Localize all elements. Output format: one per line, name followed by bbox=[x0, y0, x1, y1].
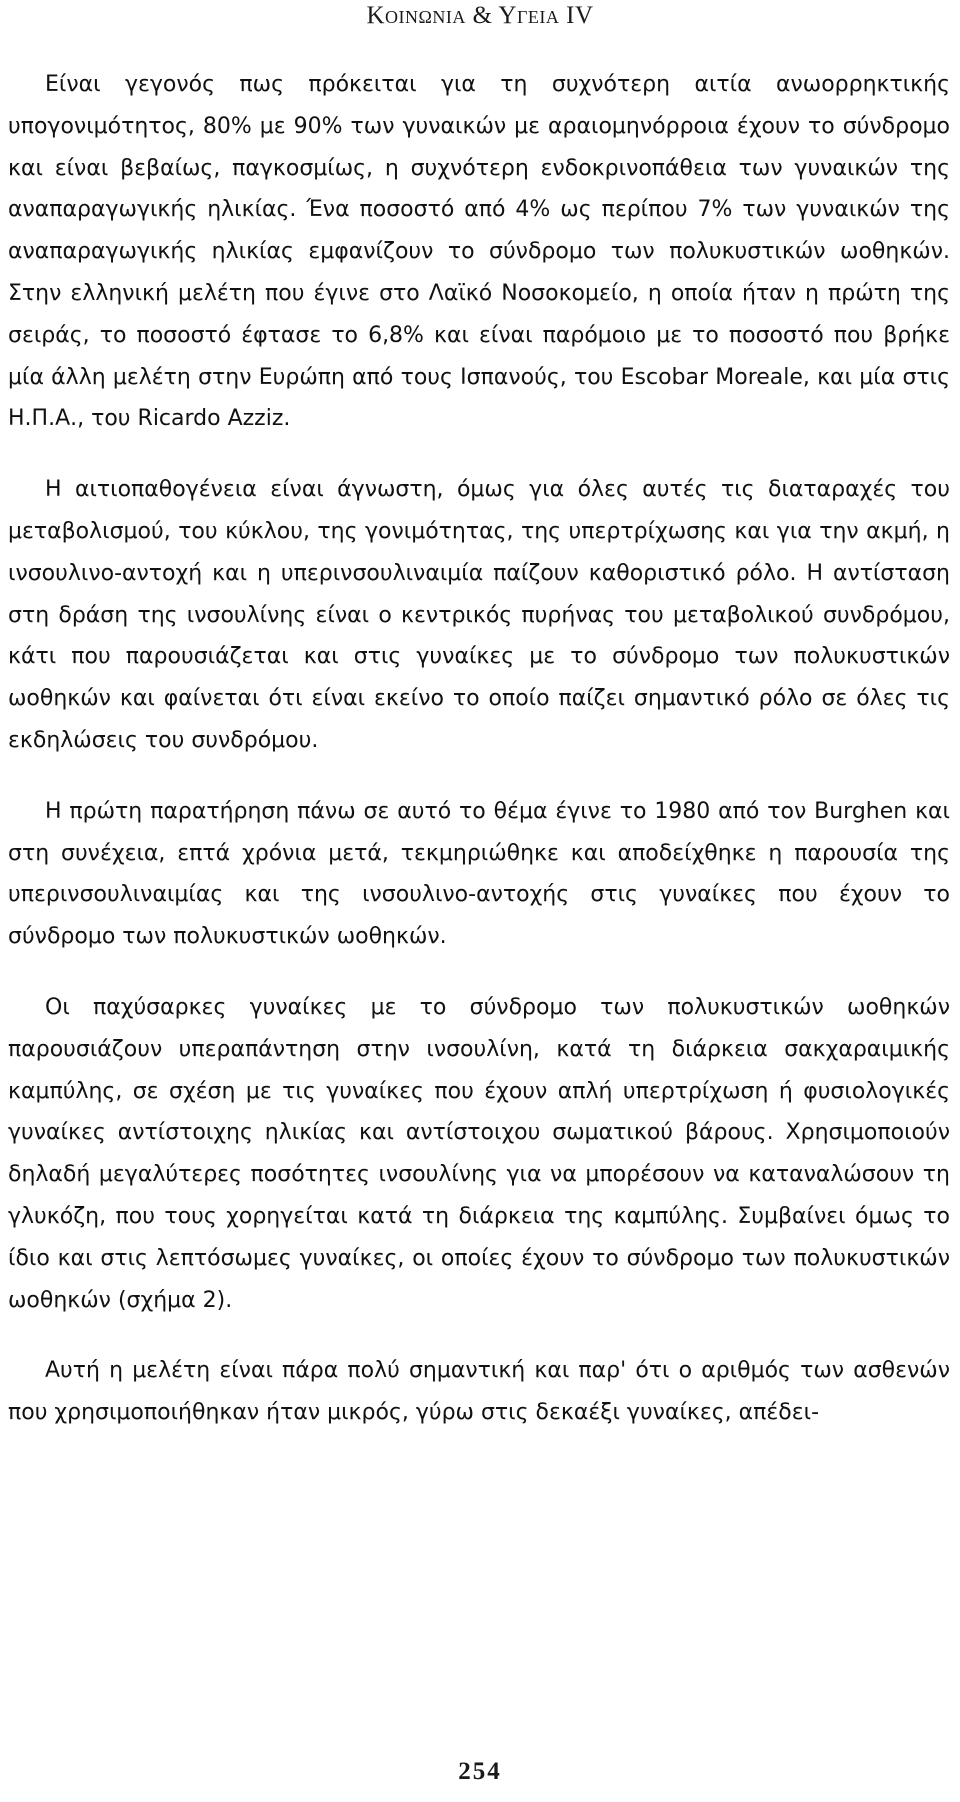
paragraph: Η αιτιοπαθογένεια είναι άγνωστη, όμως για όλες αυτές τις διαταραχές του μεταβολισμού, του κύκλου, της γονιμότητας, της υπερτρίχωσης και για την ακμή, η ινσουλινο-αντοχή και η υπερινσουλιναιμία παίζουν καθοριστικό ρόλο. Η αντίσταση στη δράση της ινσουλίνης είναι ο κεντρικός πυρήνας του μεταβολικού συνδρόμου, κάτι που παρουσιάζεται και στις γυναίκες με το σύνδρομο των πολυκυστικών ωοθηκών και φαίνεται ότι είναι εκείνο το οποίο παίζει σημαντικό ρόλο σε όλες τις εκδηλώσεις του συνδρόμου. bbox=[8, 477, 950, 753]
running-header: Κοινωνια & Υγεια IV bbox=[366, 2, 594, 29]
paragraph: Είναι γεγονός πως πρόκειται για τη συχνότερη αιτία ανωορρηκτικής υπογονιμότητος, 80% με 90% των γυναικών με αραιομηνόρροια έχουν το σύνδρομο και είναι βεβαίως, παγκοσμίως, η συχνότερη ενδοκρινοπάθεια των γυναικών της αναπαραγωγικής ηλικίας. Ένα ποσοστό από 4% ως περίπου 7% των γυναικών της αναπαραγωγικής ηλικίας εμφανίζουν το σύνδρομο των πολυκυστικών ωοθηκών. Στην ελληνική μελέτη που έγινε στο Λαϊκό Νοσοκομείο, η οποία ήταν η πρώτη της σειράς, το ποσοστό έφτασε το 6,8% και είναι παρόμοιο με το ποσοστό που βρήκε μία άλλη μελέτη στην Ευρώπη από τους Ισπανούς, του Escobar Moreale, και μία στις Η.Π.Α., του Ricardo Azziz. bbox=[8, 72, 950, 432]
page-number: 254 bbox=[458, 1758, 502, 1785]
body-text bbox=[8, 64, 950, 1434]
paragraph: Οι παχύσαρκες γυναίκες με το σύνδρομο των πολυκυστικών ωοθηκών παρουσιάζουν υπεραπάντηση στην ινσουλίνη, κατά τη διάρκεια σακχαραιμικής καμπύλης, σε σχέση με τις γυναίκες που έχουν απλή υπερτρίχωση ή φυσιολογικές γυναίκες αντίστοιχης ηλικίας και αντίστοιχου σωματικού βάρους. Χρησιμοποιούν δηλαδή μεγαλύτερες ποσότητες ινσουλίνης για να μπορέσουν να καταναλώσουν τη γλυκόζη, που τους χορηγείται κατά τη διάρκεια της καμπύλης. Συμβαίνει όμως το ίδιο και στις λεπτόσωμες γυναίκες, οι οποίες έχουν το σύνδρομο των πολυκυστικών ωοθηκών (σχήμα 2). bbox=[8, 994, 950, 1313]
paragraph: Η πρώτη παρατήρηση πάνω σε αυτό το θέμα έγινε το 1980 από τον Burghen και στη συνέχεια, επτά χρόνια μετά, τεκμηριώθηκε και αποδείχθηκε η παρουσία της υπερινσουλιναιμίας και της ινσουλινο-αντοχής στις γυναίκες που έχουν το σύνδρομο των πολυκυστικών ωοθηκών. bbox=[8, 798, 950, 950]
paragraph: Αυτή η μελέτη είναι πάρα πολύ σημαντική και παρ' ότι ο αριθμός των ασθενών που χρησιμοποιήθηκαν ήταν μικρός, γύρω στις δεκαέξι γυναίκες, απέδει- bbox=[8, 1358, 950, 1426]
